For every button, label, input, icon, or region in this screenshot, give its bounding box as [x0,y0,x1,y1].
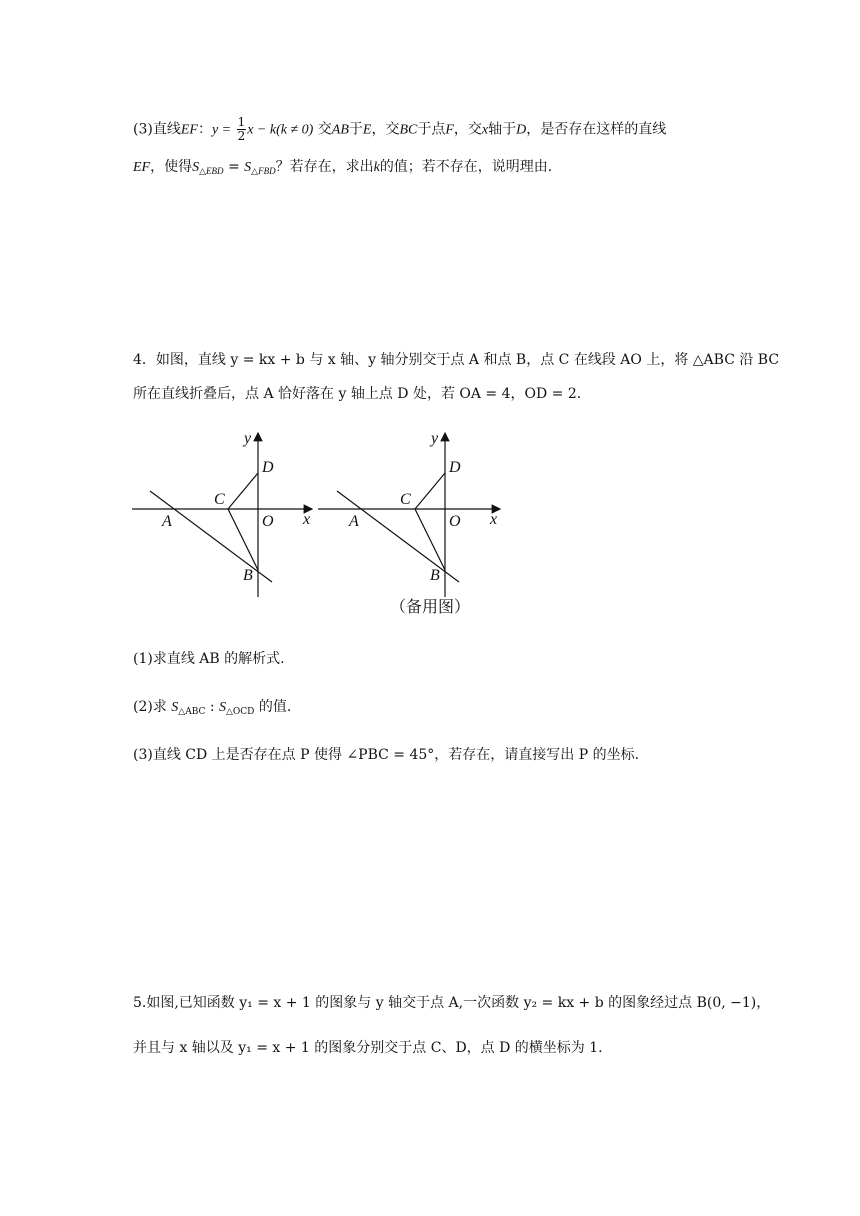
segment-cd [228,473,258,509]
q4-figure [0,425,860,625]
label-o: O [449,513,461,530]
segment-cd [415,473,445,509]
label-d: D [262,459,274,476]
q4-line1: 4．如图，直线 y = kx + b 与 x 轴、y 轴分别交于点 A 和点 B，点 C 在线段 AO 上，将 △ABC 沿 BC [133,352,780,368]
label-c: C [400,491,411,508]
label-d: D [449,459,461,476]
line-ab [337,491,459,582]
label-y: y [244,430,252,447]
label-x: x [490,511,498,528]
label-a: A [162,513,172,530]
label-o: O [262,513,274,530]
line-ab [150,491,272,582]
fraction-one-half: $\frac{1}{2}$ [237,115,246,143]
label-a: A [349,513,359,530]
q4-part3: (3)直线 CD 上是否存在点 P 使得 ∠PBC = 45°，若存在，请直接写出 P 的坐标. [133,747,640,763]
q5-line1: 5.如图,已知函数 y₁ = x + 1 的图象与 y 轴交于点 A,一次函数 y₂ = kx + b 的图象经过点 B(0, −1)， [133,995,771,1011]
q4-part1: (1)求直线 AB 的解析式. [133,651,285,667]
label-b: B [243,567,253,584]
q3-part3-line1: (3)直线EF：y = $\frac{1}{2}$ x − k(k ≠ 0) 交AB于E，交BC于点F，交x轴于D，是否存在这样的直线 [133,115,667,143]
figure-caption: （备用图） [390,597,471,616]
label-y: y [431,430,439,447]
label-b: B [430,567,440,584]
figure-right [318,430,500,616]
figure-left [132,430,312,597]
label-c: C [214,491,225,508]
q4-line2: 所在直线折叠后，点 A 恰好落在 y 轴上点 D 处，若 OA = 4，OD = 2． [133,386,591,402]
q5-line2: 并且与 x 轴以及 y₁ = x + 1 的图象分别交于点 C、D，点 D 的横坐标为 1. [133,1040,603,1056]
q3-part3-line2: EF，使得$S_{\triangle EBD} = S_{\triangle FBD}$？若存在，求出k的值；若不存在，说明理由. [133,159,553,176]
q4-part2: (2)求 $S_{\triangle ABC}$ : $S_{\triangle OCD}$ 的值. [133,699,292,717]
label-x: x [303,511,311,528]
